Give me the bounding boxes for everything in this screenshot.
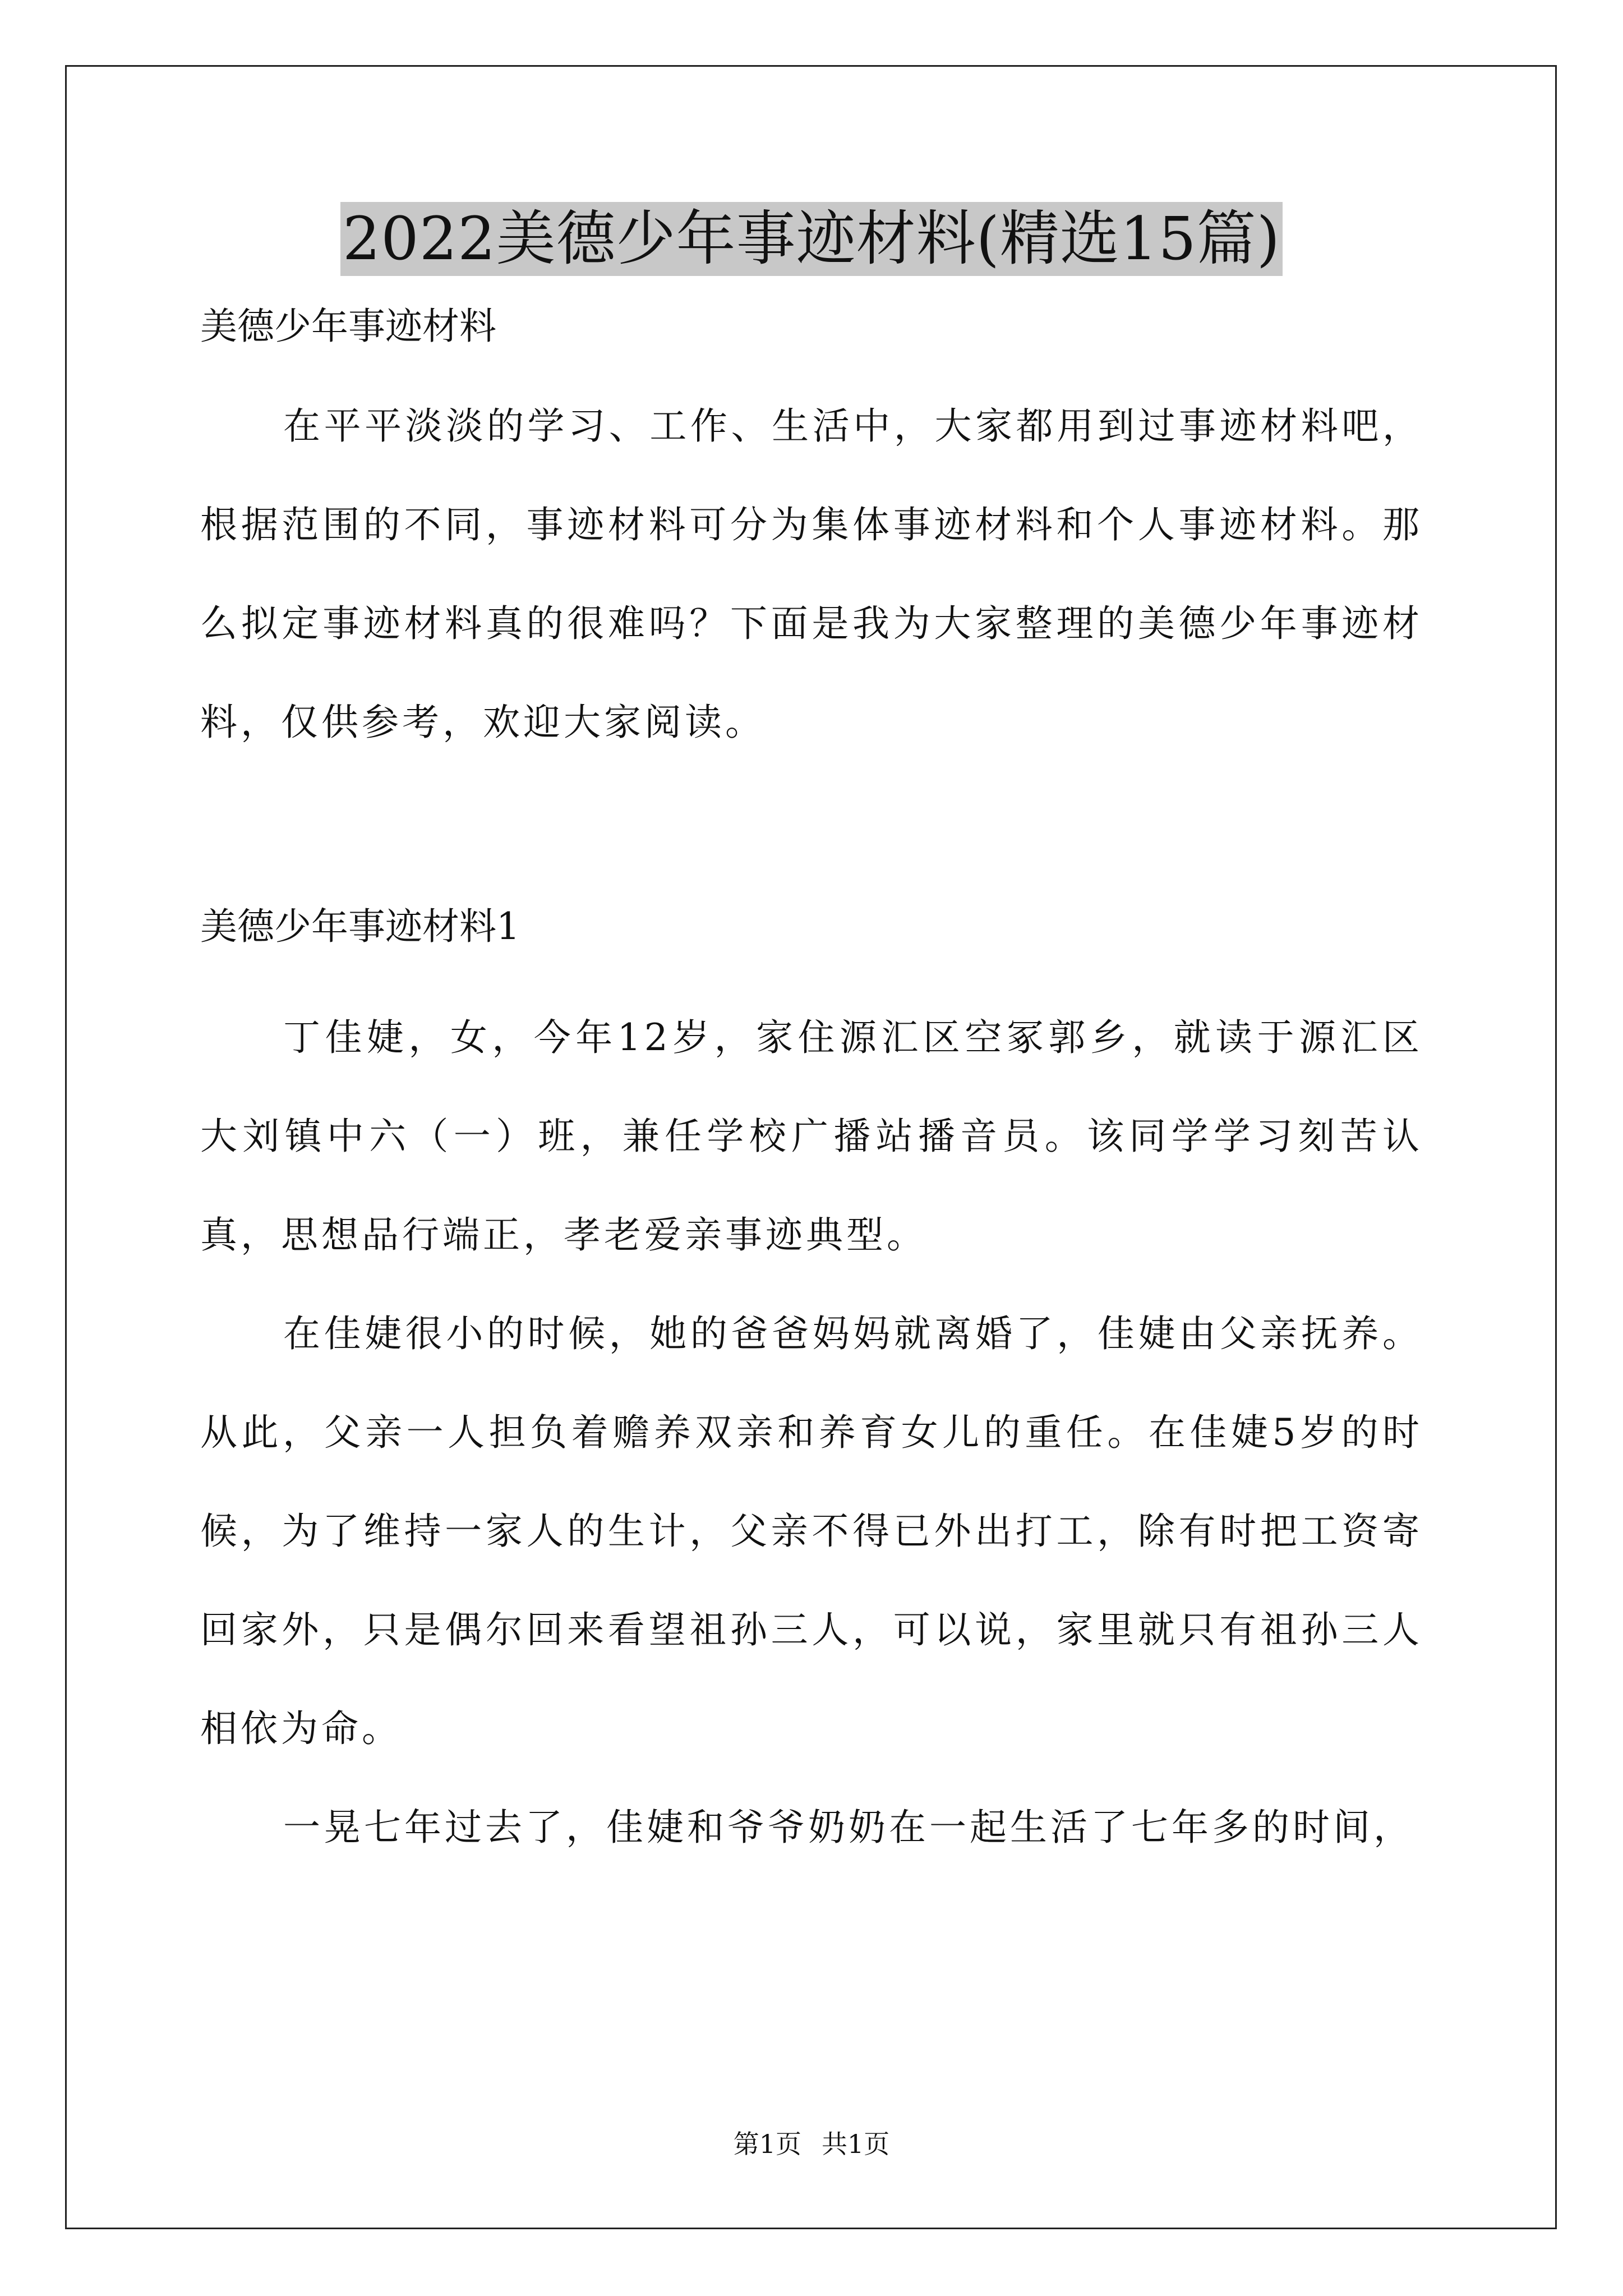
page-number: 第1页 — [733, 2129, 801, 2159]
document-body — [200, 304, 1423, 1877]
title-container — [0, 202, 1623, 276]
intro-paragraph: 在平平淡淡的学习、工作、生活中，大家都用到过事迹材料吧，根据范围的不同，事迹材料可分为集体事迹材料和个人事迹材料。那么拟定事迹材料真的很难吗？下面是我为大家整理的美德少年事迹材料，仅供参考，欢迎大家阅读。 — [200, 404, 1423, 744]
page-total: 共1页 — [822, 2129, 890, 2159]
article-1-paragraph: 在佳婕很小的时候，她的爸爸妈妈就离婚了，佳婕由父亲抚养。从此，父亲一人担负着赡养双亲和养育女儿的重任。在佳婕5岁的时候，为了维持一家人的生计，父亲不得已外出打工，除有时把工资寄回家外，只是偶尔回来看望祖孙三人，可以说，家里就只有祖孙三人相依为命。 — [200, 1312, 1423, 1750]
document-title: 2022美德少年事迹材料(精选15篇) — [340, 202, 1283, 276]
section-heading: 美德少年事迹材料 — [200, 305, 496, 348]
article-1-paragraph: 一晃七年过去了，佳婕和爷爷奶奶在一起生活了七年多的时间， — [283, 1806, 1414, 1849]
article-1-heading: 美德少年事迹材料1 — [200, 905, 520, 948]
page-footer — [0, 2128, 1623, 2160]
article-1-paragraph: 丁佳婕，女，今年12岁，家住源汇区空冢郭乡，就读于源汇区大刘镇中六（一）班，兼任学校广播站播音员。该同学学习刻苦认真，思想品行端正，孝老爱亲事迹典型。 — [200, 1016, 1423, 1257]
